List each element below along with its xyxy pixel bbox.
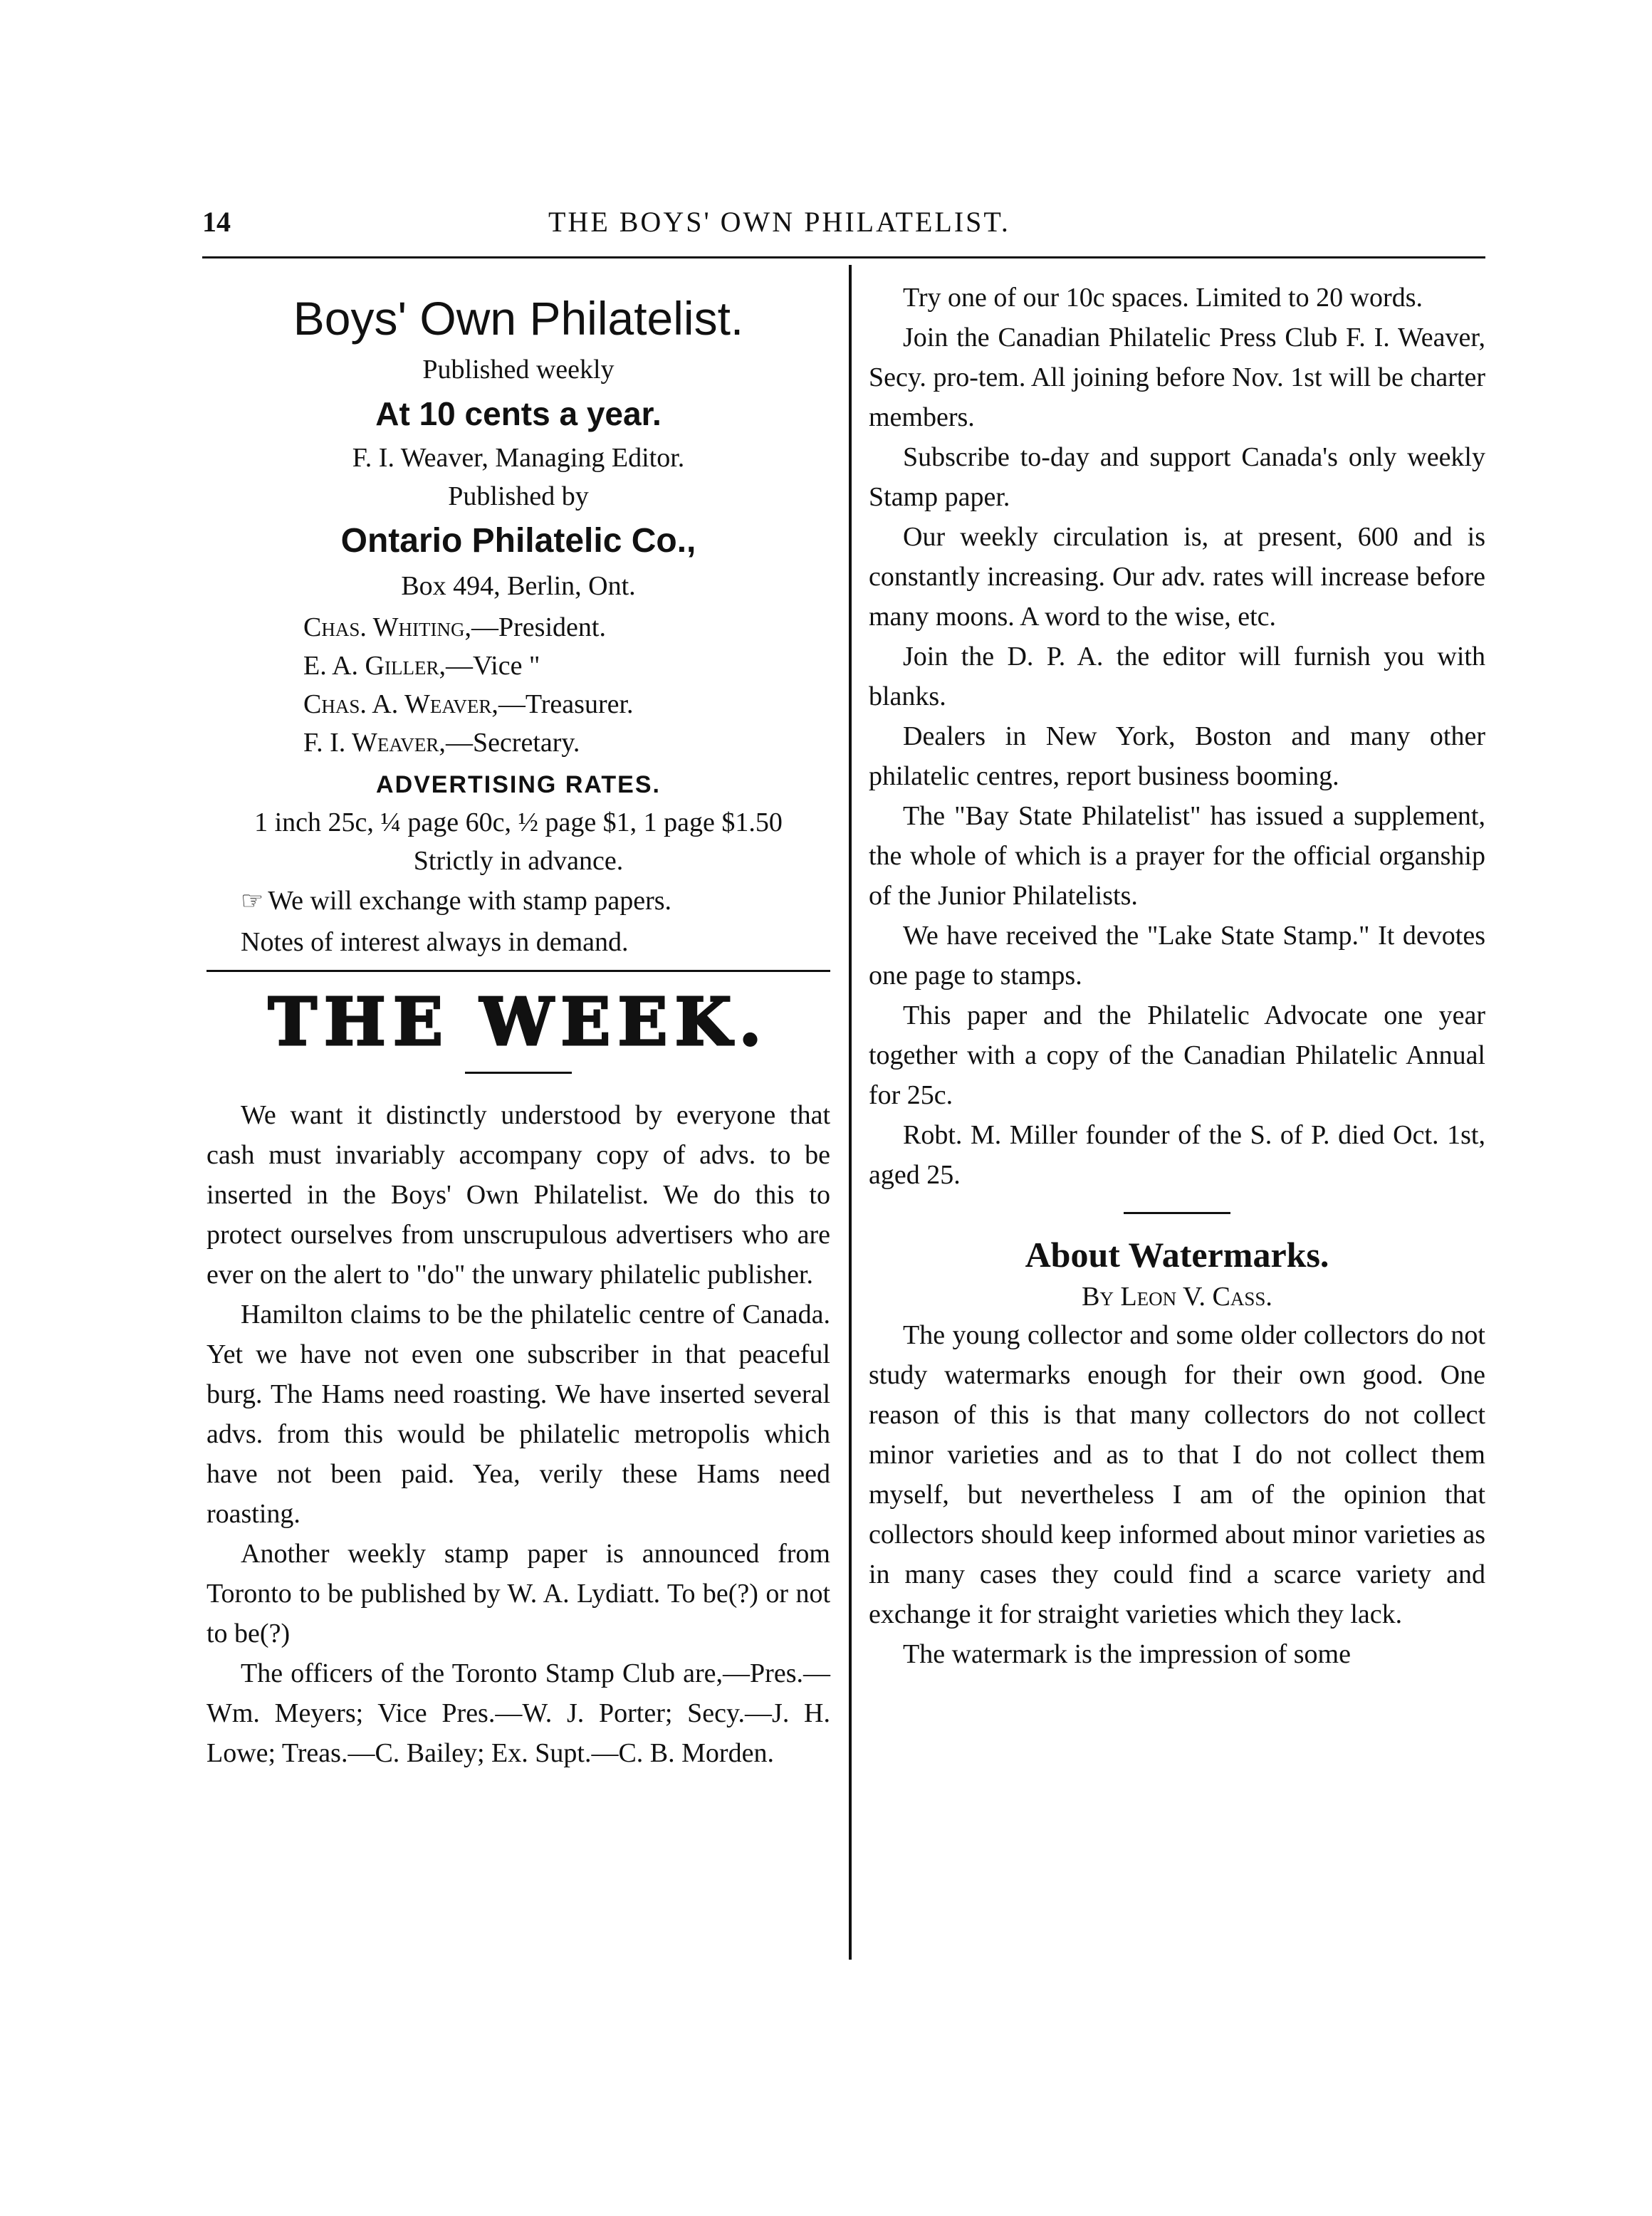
pointing-hand-icon: ☞ [241,887,264,915]
masthead-address: Box 494, Berlin, Ont. [401,571,636,601]
news-paragraph: Our weekly circulation is, at present, 600 and is constantly increasing. Our adv. rates will increase before many moons. A word to the wise, etc. [869,522,1485,632]
officer-treasurer [303,685,830,723]
article-paragraph: The watermark is the impression of some [903,1639,1351,1669]
exchange-note [206,880,830,921]
article-byline: By Leon V. Cass. [1082,1282,1272,1312]
officer-role: —Secretary. [445,728,580,758]
right-column [869,278,1485,1674]
header-rule [202,256,1485,258]
week-paragraph: We want it distinctly understood by everyone that cash must invariably accompany copy of advs. to be inserted in the Boys' Own Philatelist. We do this to protect ourselves from unscrupulous advertisers who are ever on the alert to "do" the unwary philatelic publisher. [206,1100,830,1290]
advertising-heading: ADVERTISING RATES. [376,771,661,798]
masthead-published-by: Published by [448,481,589,511]
masthead-company: Ontario Philatelic Co., [340,522,696,560]
week-title: THE WEEK. [268,983,769,1060]
news-paragraph: The "Bay State Philatelist" has issued a supplement, the whole of which is a prayer for the official organship of the Junior Philatelists. [869,801,1485,911]
officer-role: —Vice " [445,651,540,681]
officer-name: Chas. A. Weaver, [303,689,498,719]
news-paragraph: Robt. M. Miller founder of the S. of P. died Oct. 1st, aged 25. [869,1120,1485,1190]
officer-secretary [303,723,830,762]
advertising-rates: 1 inch 25c, ¼ page 60c, ½ page $1, 1 page $1.50 [254,808,783,837]
officer-name: Chas. Whiting, [303,612,472,642]
masthead-price: At 10 cents a year. [375,395,662,432]
officer-name: F. I. Weaver, [303,728,446,758]
officer-vice [303,647,830,685]
article-title: About Watermarks. [1025,1235,1329,1275]
officer-president [303,608,830,647]
news-paragraph: Try one of our 10c spaces. Limited to 20 words. [903,283,1423,313]
page-number: 14 [202,206,231,238]
rates-terms: Strictly in advance. [413,846,624,876]
masthead-editor: F. I. Weaver, Managing Editor. [352,443,685,473]
article-paragraph: The young collector and some older collectors do not study watermarks enough for their own good. One reason of this is that many collectors do not collect minor varieties and as to that I do not collect them myself, but nevertheless I am of the opinion that collectors should keep informed about minor varieties as in many cases they could find a scarce variety and exchange it for straight varieties which they lack. [869,1320,1485,1629]
running-title: THE BOYS' OWN PHILATELIST. [548,206,1010,238]
officer-role: —Treasurer. [498,689,634,719]
news-paragraph: Join the D. P. A. the editor will furnish you with blanks. [869,642,1485,711]
week-paragraph: Hamilton claims to be the philatelic centre of Canada. Yet we have not even one subscriber in that peaceful burg. The Hams need roasting. We have inserted several advs. from this would be philatelic metropolis which have not been paid. Yea, verily these Hams need roasting. [206,1300,830,1529]
week-paragraph: Another weekly stamp paper is announced from Toronto to be published by W. A. Lydiatt. To be(?) or not to be(?) [206,1539,830,1648]
short-rule [465,1072,572,1074]
news-paragraph: This paper and the Philatelic Advocate one year together with a copy of the Canadian Philatelic Annual for 25c. [869,1000,1485,1110]
section-rule [206,970,830,972]
notes-note: Notes of interest always in demand. [241,927,629,957]
news-paragraph: Dealers in New York, Boston and many other philatelic centres, report business booming. [869,721,1485,791]
week-paragraph: The officers of the Toronto Stamp Club are,—Pres.—Wm. Meyers; Vice Pres.—W. J. Porter; Secy.—J. H. Lowe; Treas.—C. Bailey; Ex. Supt.—C. B. Morden. [206,1658,830,1768]
masthead-title: Boys' Own Philatelist. [293,292,744,345]
masthead-published: Published weekly [422,355,615,385]
officer-role: —President. [471,612,606,642]
officers-list [303,608,830,762]
news-paragraph: We have received the "Lake State Stamp." It devotes one page to stamps. [869,921,1485,991]
short-rule [1124,1212,1230,1214]
news-paragraph: Subscribe to-day and support Canada's only weekly Stamp paper. [869,442,1485,512]
column-divider [849,265,852,1960]
news-paragraph: Join the Canadian Philatelic Press Club F. I. Weaver, Secy. pro-tem. All joining before Nov. 1st will be charter members. [869,323,1485,432]
left-column [206,278,830,1773]
exchange-note-text: We will exchange with stamp papers. [268,886,672,916]
officer-name: E. A. Giller, [303,651,446,681]
